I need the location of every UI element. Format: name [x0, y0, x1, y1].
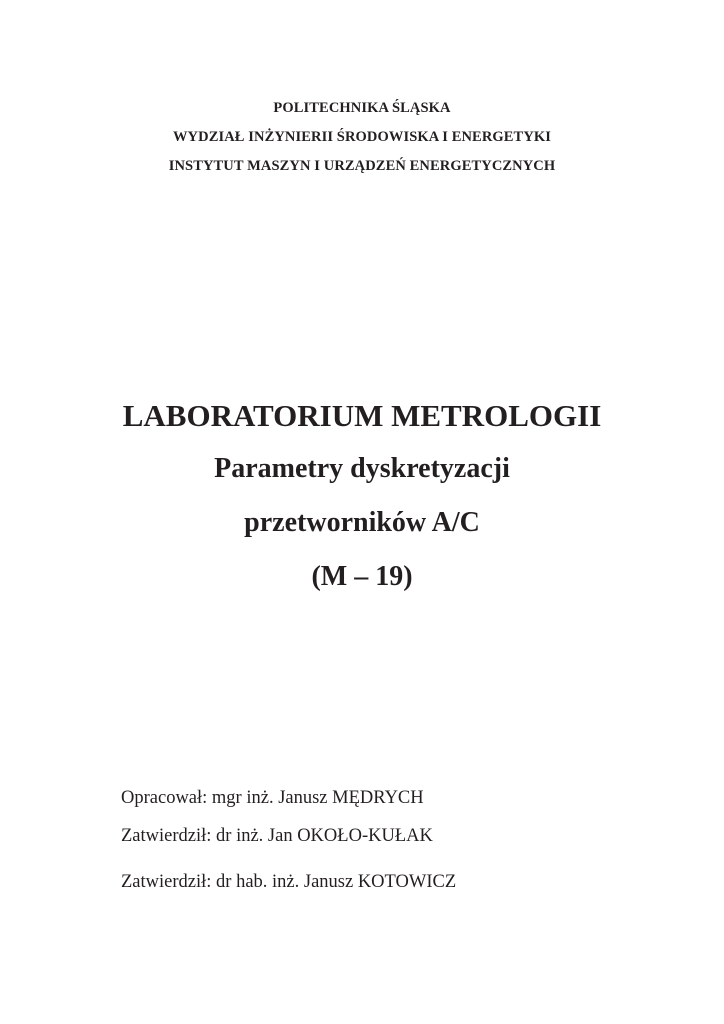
approved-by-line-2: Zatwierdził: dr hab. inż. Janusz KOTOWICZ: [121, 872, 457, 892]
university-name: POLITECHNIKA ŚLĄSKA: [273, 100, 451, 116]
title-block: [0, 390, 724, 604]
prepared-by-line: Opracował: mgr inż. Janusz MĘDRYCH: [121, 788, 424, 808]
exercise-code: (M – 19): [311, 561, 413, 592]
institute-name: INSTYTUT MASZYN I URZĄDZEŃ ENERGETYCZNYCH: [168, 158, 556, 174]
subtitle-line-2: przetworników A/C: [244, 507, 480, 538]
institution-header: [0, 94, 724, 181]
subtitle-line-1: Parametry dyskretyzacji: [214, 453, 510, 484]
approved-by-line-1: Zatwierdził: dr inż. Jan OKOŁO-KUŁAK: [121, 826, 433, 846]
faculty-name: WYDZIAŁ INŻYNIERII ŚRODOWISKA I ENERGETYKI: [172, 129, 552, 145]
document-title: LABORATORIUM METROLOGII: [122, 398, 602, 433]
